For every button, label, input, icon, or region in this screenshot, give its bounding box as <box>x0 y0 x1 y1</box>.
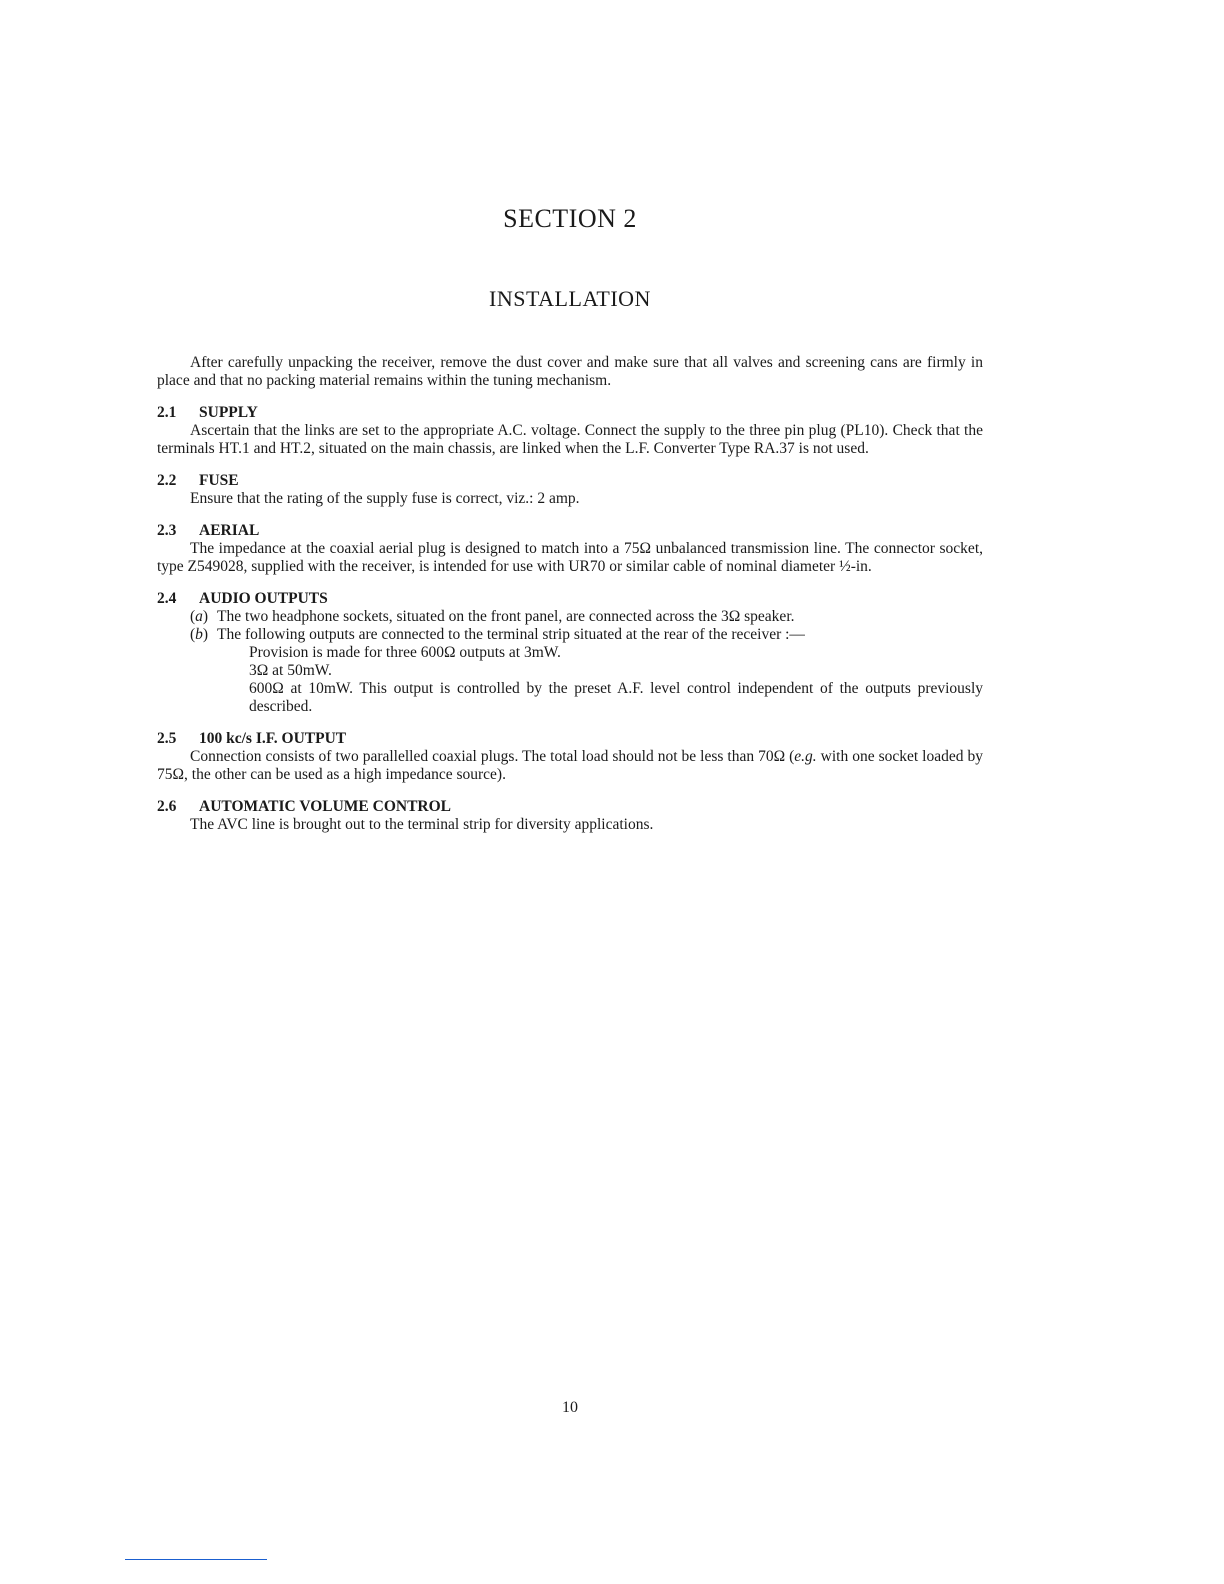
provision-line: 600Ω at 10mW. This output is controlled by the preset A.F. level control independent of the outputs previously described. <box>249 680 983 715</box>
item-fuse <box>157 472 983 508</box>
section-title: SECTION 2 <box>503 204 637 233</box>
sub-item-mark: a <box>195 608 203 625</box>
item-number: 2.2 <box>157 472 177 489</box>
item-heading: AUTOMATIC VOLUME CONTROL <box>199 798 452 815</box>
provision-line: 3Ω at 50mW. <box>249 662 332 679</box>
item-text-part: with one socket loaded by 75Ω, the other can be used as a high impedance source). <box>157 748 983 783</box>
item-text: Ascertain that the links are set to the appropriate A.C. voltage. Connect the supply to the three pin plug (PL10). Check that the terminals HT.1 and HT.2, situated on the main chassis, are linked when the L.F. Converter Type RA.37 is not used. <box>157 422 983 457</box>
item-number: 2.5 <box>157 730 177 747</box>
item-number: 2.1 <box>157 404 177 421</box>
item-audio-outputs <box>157 590 983 716</box>
provision-line: Provision is made for three 600Ω outputs at 3mW. <box>249 644 561 661</box>
item-text <box>157 748 983 784</box>
sub-item-text: The following outputs are connected to the terminal strip situated at the rear of the receiver :— <box>217 626 805 643</box>
item-heading: AERIAL <box>199 522 260 539</box>
sub-item-b: (b) The following outputs are connected to the terminal strip situated at the rear of the receiver :— <box>157 626 983 644</box>
item-supply <box>157 404 983 458</box>
item-text-italic: e.g. <box>794 748 817 765</box>
chapter-title: INSTALLATION <box>489 286 651 311</box>
item-number: 2.3 <box>157 522 177 539</box>
item-if-output <box>157 730 983 784</box>
item-text: The AVC line is brought out to the terminal strip for diversity applications. <box>190 816 654 833</box>
item-heading: AUDIO OUTPUTS <box>199 590 328 607</box>
item-text: Ensure that the rating of the supply fuse is correct, viz.: 2 amp. <box>190 490 580 507</box>
item-heading: 100 kc/s I.F. OUTPUT <box>199 730 347 747</box>
item-number: 2.4 <box>157 590 177 607</box>
item-heading: FUSE <box>199 472 239 489</box>
item-avc <box>157 798 983 834</box>
sub-item-a: (a) The two headphone sockets, situated on the front panel, are connected across the 3Ω speaker. <box>157 608 983 626</box>
footer-rule <box>125 1559 267 1560</box>
item-aerial <box>157 522 983 576</box>
sub-item-text: The two headphone sockets, situated on the front panel, are connected across the 3Ω speaker. <box>217 608 795 625</box>
item-heading: SUPPLY <box>199 404 258 421</box>
item-number: 2.6 <box>157 798 177 815</box>
intro-paragraph: After carefully unpacking the receiver, remove the dust cover and make sure that all valves and screening cans are firmly in place and that no packing material remains within the tuning mechanism. <box>157 354 983 389</box>
sub-item-mark: b <box>195 626 203 643</box>
item-text: The impedance at the coaxial aerial plug is designed to match into a 75Ω unbalanced transmission line. The connector socket, type Z549028, supplied with the receiver, is intended for use with UR70 or similar cable of nominal diameter ½-in. <box>157 540 983 575</box>
page-number: 10 <box>562 1399 578 1416</box>
document-body <box>157 354 983 834</box>
item-text-part: Connection consists of two parallelled coaxial plugs. The total load should not be less than 70Ω ( <box>190 748 795 765</box>
